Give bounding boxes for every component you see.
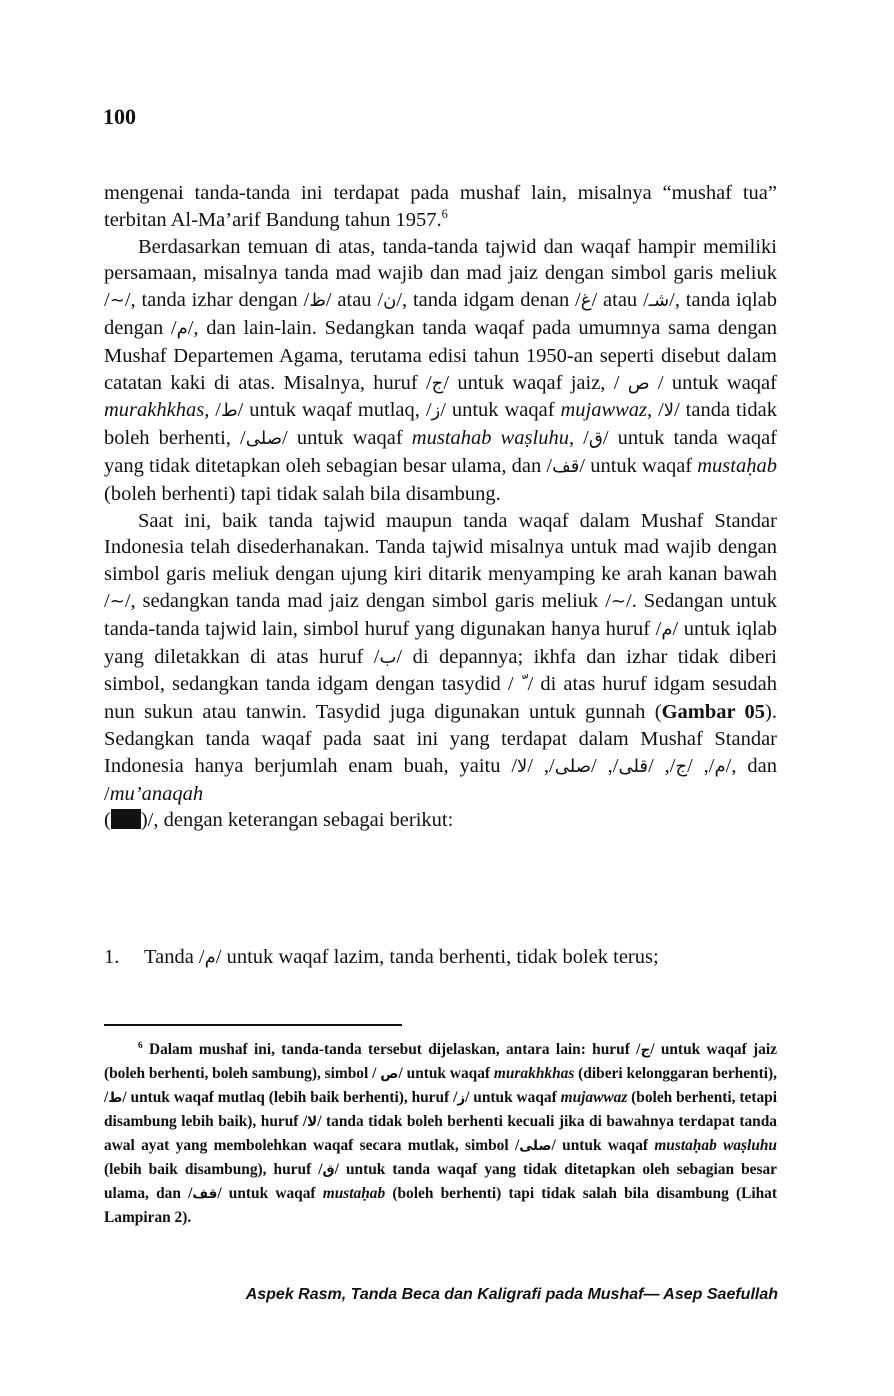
paragraph-2 <box>104 234 777 508</box>
arabic-symbol: ط <box>220 400 238 422</box>
text-run: / untuk waqaf <box>217 1185 323 1202</box>
text-run: / untuk waqaf mutlaq, / <box>237 399 432 422</box>
text-run: / untuk waqaf jaiz, / <box>443 371 628 394</box>
text-run: /, tanda iqlab dengan / <box>104 289 777 339</box>
arabic-symbol: ~ <box>109 590 125 612</box>
text-run: /, dan / <box>104 754 777 805</box>
text-run: / untuk waqaf <box>282 427 412 450</box>
italic-term: mustaḥab waṣluhu <box>654 1137 777 1154</box>
arabic-symbol: ط <box>108 1090 123 1106</box>
text-run: / atau / <box>325 289 384 312</box>
arabic-symbol: ج <box>640 1042 651 1058</box>
body-text <box>104 180 777 834</box>
arabic-symbol: ص <box>380 1066 399 1082</box>
text-run: ). Sedangkan tanda waqaf pada saat ini yang terdapat dalam Mushaf Standar Indonesia hanya berjumlah enam buah, yaitu / <box>104 701 777 777</box>
text-run: /, tanda izhar dengan / <box>124 289 310 312</box>
text-run: / atau / <box>591 289 649 312</box>
italic-term: mujawwaz <box>560 1089 628 1106</box>
text-run: /, dan lain-lain. Sedangkan tanda waqaf pada umumnya sama dengan Mushaf Departemen Agama, terutama edisi tahun 1950-an seperti disebut dalam catatan kaki di atas. Misalnya, huruf / <box>104 316 777 394</box>
text-run: / untuk waqaf <box>649 371 777 394</box>
text-run: / untuk waqaf lazim, tanda berhenti, tidak bolek terus; <box>215 946 659 968</box>
text-run: / untuk tanda waqaf yang tidak ditetapkan oleh sebagian besar ulama, dan / <box>104 427 778 477</box>
text-run: Tanda / <box>144 946 205 968</box>
arabic-symbol: صلى <box>519 1138 552 1154</box>
footnote-number: 6 <box>138 1039 143 1050</box>
italic-term: mustaḥab <box>322 1185 386 1202</box>
figure-reference[interactable]: Gambar 05 <box>661 701 766 724</box>
footnote <box>104 1038 777 1230</box>
arabic-symbol: ج <box>431 372 444 394</box>
text-run: /, / <box>687 754 715 777</box>
text-run: ). <box>182 1209 192 1226</box>
text-run: / untuk iqlab yang diletakkan di atas huruf / <box>104 617 777 668</box>
footnote-reference[interactable]: 6 <box>441 206 448 221</box>
running-footer: Aspek Rasm, Tanda Beca dan Kaligrafi pada Mushaf— Asep Saefullah <box>245 1286 778 1303</box>
arabic-symbol: ق <box>322 1162 335 1178</box>
text-run: /, tanda idgam denan / <box>396 289 581 312</box>
arabic-symbol: غ <box>580 290 592 312</box>
arabic-symbol: ج <box>675 755 688 777</box>
text-run: / untuk waqaf jaiz (boleh berhenti, boleh sambung), simbol / <box>104 1041 777 1082</box>
paragraph-3 <box>104 508 777 835</box>
arabic-symbol: م <box>661 618 673 640</box>
arabic-symbol: ~ <box>109 290 125 312</box>
text-run: / untuk waqaf <box>398 1065 494 1082</box>
arabic-symbol: ص <box>627 372 650 394</box>
text-run: (boleh berhenti, tetapi disambung lebih baik), huruf / <box>104 1089 777 1130</box>
text-run: ( <box>104 809 111 832</box>
text-run: / untuk waqaf mutlaq (lebih baik berhenti), huruf / <box>122 1089 458 1106</box>
italic-term: murakhkhas <box>493 1065 575 1082</box>
text-run: / untuk tanda waqaf yang tidak ditetapkan oleh sebagian besar ulama, dan / <box>104 1161 777 1202</box>
text-run: / untuk waqaf <box>440 399 561 422</box>
footnote-paragraph <box>104 1038 777 1230</box>
arabic-symbol: قف <box>552 455 580 477</box>
arabic-symbol: لا <box>663 400 675 422</box>
arabic-symbol: م <box>204 947 216 968</box>
arabic-symbol: لا <box>307 1114 318 1130</box>
text-run: /. Sedangan untuk tanda-tanda tajwid lain, simbol huruf yang digunakan hanya huruf / <box>104 589 777 640</box>
arabic-symbol: قف <box>192 1186 218 1202</box>
list-item <box>104 944 777 972</box>
text-run: Berdasarkan temuan di atas, tanda-tanda tajwid dan waqaf hampir memiliki persamaan, misalnya tanda mad wajib dan mad jaiz dengan simbol garis meliuk / <box>104 235 777 312</box>
arabic-symbol: ن <box>383 290 397 312</box>
arabic-symbol: م <box>176 317 188 339</box>
arabic-symbol: صلى <box>245 428 283 450</box>
text-run: / tanda tidak boleh berhenti kecuali jika di bawahnya terdapat tanda awal ayat yang membolehkan waqaf secara mutlak, simbol / <box>104 1113 777 1154</box>
text-run: )/, dengan keterangan sebagai berikut: <box>140 809 454 832</box>
text-run: (boleh berhenti) tapi tidak salah bila disambung. <box>104 482 501 505</box>
italic-term: mustahab waṣluhu, <box>411 427 575 450</box>
appendix-reference[interactable]: Lampiran 2 <box>104 1209 183 1226</box>
text-run: / untuk waqaf <box>465 1089 561 1106</box>
arabic-symbol: قلى <box>618 755 649 777</box>
text-run: / <box>209 399 221 422</box>
paragraph-1 <box>104 180 777 234</box>
text-run: / tanda tidak boleh berhenti, / <box>104 399 777 450</box>
text-run: mengenai tanda-tanda ini terdapat pada mushaf lain, misalnya “mushaf tua” terbitan Al-Ma’arif Bandung tahun 1957. <box>104 182 777 231</box>
muanaqah-symbol <box>111 809 141 829</box>
footnote-divider <box>104 1024 402 1026</box>
text-run: /, / <box>591 754 619 777</box>
italic-term: mujawwaz, <box>560 399 653 422</box>
arabic-symbol: شـ <box>648 290 670 312</box>
page-number: 100 <box>103 104 136 129</box>
text-run: / untuk waqaf <box>551 1137 655 1154</box>
arabic-symbol: ب <box>379 646 397 668</box>
italic-term: mustaḥab <box>697 454 777 477</box>
text-run: (boleh berhenti) tapi tidak salah bila disambung (Lihat <box>385 1185 778 1202</box>
text-run: Dalam mushaf ini, tanda-tanda tersebut dijelaskan, antara lain: huruf / <box>142 1041 641 1058</box>
arabic-symbol: ز <box>431 400 441 422</box>
text-run: /, / <box>648 754 676 777</box>
italic-term: murakhkhas, <box>104 399 210 422</box>
arabic-symbol: ~ <box>610 590 627 612</box>
arabic-symbol: صلى <box>554 755 592 777</box>
text-run: / di atas huruf idgam sesudah nun sukun atau tanwin. Tasydid juga digunakan untuk gunnah ( <box>104 673 777 724</box>
text-run: / di depannya; ikhfa dan izhar tidak diberi simbol, sedangkan tanda idgam dengan tasydid / <box>104 645 777 696</box>
text-run: /, sedangkan tanda mad jaiz dengan simbol garis meliuk / <box>124 589 611 612</box>
arabic-symbol: م <box>714 755 726 777</box>
text-run: (lebih baik disambung), huruf / <box>104 1161 323 1178</box>
arabic-symbol: ق <box>588 428 603 450</box>
arabic-symbol: ز <box>457 1090 466 1106</box>
text-run: (diberi kelonggaran berhenti), / <box>104 1065 777 1106</box>
text-run: / <box>652 399 664 422</box>
text-run: Saat ini, baik tanda tajwid maupun tanda waqaf dalam Mushaf Standar Indonesia telah disederhanakan. Tanda tajwid misalnya untuk mad wajib dengan simbol garis meliuk dengan ujung kiri ditarik menyamping ke arah kanan bawah / <box>104 509 777 612</box>
text-run: / untuk waqaf <box>579 454 698 477</box>
arabic-symbol: ظ <box>309 290 326 312</box>
list-number: 1. <box>104 946 120 968</box>
italic-term: mu’anaqah <box>109 782 204 805</box>
arabic-symbol: لا <box>517 755 528 777</box>
text-run: / <box>574 427 589 450</box>
text-run: /, / <box>527 754 555 777</box>
